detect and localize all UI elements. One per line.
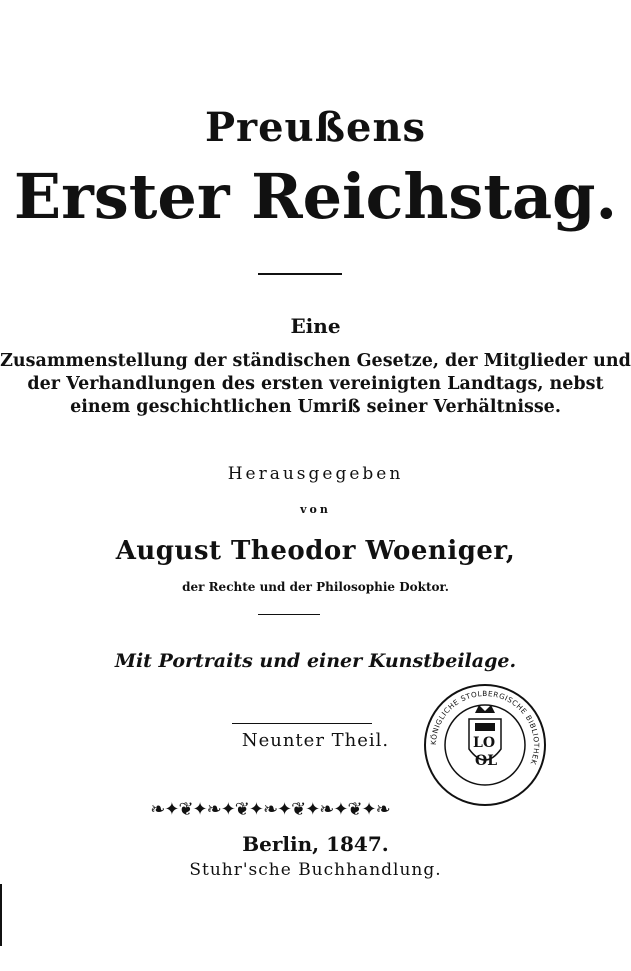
part-label: Neunter Theil. [241,730,390,751]
subtitle-intro: Eine [290,314,341,338]
stamp-initials-left: LO [473,735,496,751]
editor-name: August Theodor Woeniger, [115,536,516,566]
stamp-initials-right: OL [475,753,498,769]
von-label: von [300,503,331,516]
editor-credentials: der Rechte und der Philosophie Doktor. [182,580,449,594]
section-rule [258,614,320,615]
scan-edge-mark [0,884,2,946]
library-stamp [423,683,547,807]
title-line-2: Erster Reichstag. [13,160,618,233]
part-rule-top [232,723,372,724]
ornament-divider: ❧✦❦✦❧✦❦✦❧✦❦✦❧✦❦✦❧ [150,798,390,820]
publisher: Stuhr'sche Buchhandlung. [189,860,442,880]
description-line: einem geschichtlichen Umriß seiner Verhältnisse. [70,397,561,417]
herausgegeben-label: Herausgegeben [227,464,404,484]
subtitle-description [0,350,631,419]
title-line-1: Preußens [204,104,427,151]
place-year: Berlin, 1847. [242,832,389,856]
description-line: Zusammenstellung der ständischen Gesetze, der Mitglieder und [0,351,631,371]
title-rule [258,273,342,275]
stamp-ring-text: KÖNIGLICHE STOLBERGISCHE BIBLIOTHEK [428,688,542,767]
supplement-note: Mit Portraits und einer Kunstbeilage. [114,650,517,672]
description-line: der Verhandlungen des ersten vereinigten Landtags, nebst [27,374,604,394]
